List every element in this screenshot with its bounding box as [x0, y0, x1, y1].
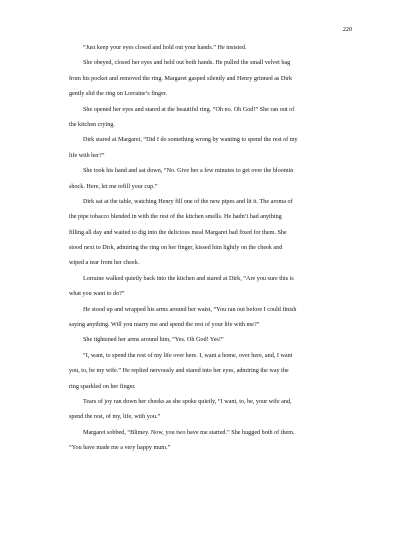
text-line: stood next to Dirk, admiring the ring on her finger, kissed him lightly on the cheek and	[69, 245, 283, 252]
text-line: Dirk sat at the table, watching Henry fill one of the new pipes and lit it. The aroma of	[83, 198, 293, 205]
text-line: shock. Here, let me refill your cup.”	[69, 183, 158, 190]
body-text	[69, 41, 355, 457]
text-line: Lorraine walked quietly back into the kitchen and stared at Dirk, “Are you sure this is	[83, 275, 294, 282]
text-line: ring sparkled on her finger.	[69, 383, 136, 390]
text-line: filling all day and waited to dig into the delicious meal Margaret had fixed for them. She	[69, 229, 287, 236]
text-line: “You have made me a very happy mum.”	[69, 445, 171, 452]
text-line: gently slid the ring on Lorraine’s finger.	[69, 91, 168, 98]
text-line: the kitchen crying.	[69, 121, 115, 128]
page-number: 220	[342, 27, 352, 33]
text-line: from his pocket and removed the ring. Margaret gasped silently and Henry grinned as Dirk	[69, 75, 293, 82]
text-line: spend the rest, of my, life, with you.”	[69, 414, 161, 421]
text-line: She obeyed, closed her eyes and held out both hands. He pulled the small velvet bag	[83, 60, 291, 67]
text-line: life with her?”	[69, 152, 105, 159]
text-line: She opened her eyes and stared at the beautiful ring. “Oh no. Oh God!” She ran out of	[83, 106, 295, 113]
text-line: He stood up and wrapped his arms around her waist, “You ran out before I could finish	[83, 306, 297, 313]
text-line: “I, want, to spend the rest of my life over here. I, want a home, over here, and, I want	[83, 352, 293, 359]
text-line: She tightened her arms around him, “Yes. Oh God! Yes!”	[83, 337, 224, 344]
text-line: Tears of joy ran down her cheeks as she spoke quietly, “I want, to, be, your wife and,	[83, 398, 292, 405]
text-line: wiped a tear from her cheek.	[69, 260, 140, 267]
text-line: the pipe tobacco blended in with the rest of the kitchen smells. He hadn’t had anything	[69, 214, 282, 221]
text-line: Dirk stared at Margaret, “Did I do something wrong by wanting to spend the rest of my	[83, 137, 298, 144]
text-line: what you want to do?”	[69, 291, 125, 298]
text-line: saying anything. Will you marry me and spend the rest of your life with me?”	[69, 322, 260, 329]
text-line: “Just keep your eyes closed and hold out your hands.” He insisted.	[83, 45, 247, 51]
text-line: you, to, be my wife.” He replied nervously and stared into her eyes, admiring the way the	[69, 368, 289, 375]
text-line: Margaret sobbed, “Blimey. Now, you two have me started.” She hugged both of them.	[83, 429, 295, 436]
text-line: She took his hand and sat down, “No. Give her a few minutes to get over the bloomin	[83, 168, 294, 175]
